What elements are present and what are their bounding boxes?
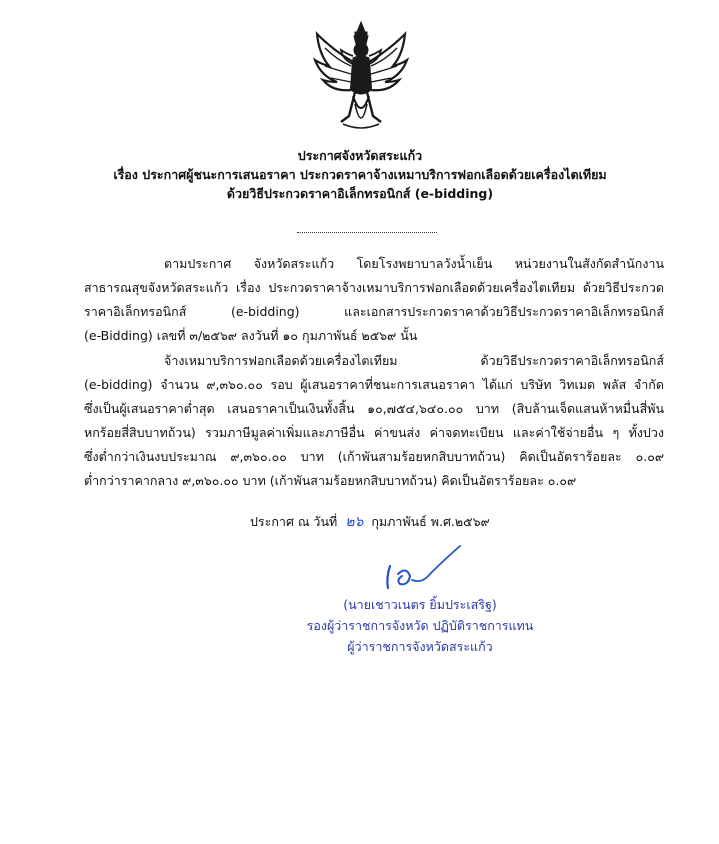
paragraph-1 [84,252,664,348]
paragraph-line: สาธารณสุขจังหวัดสระแก้ว เรื่อง ประกวดราคาจ้างเหมาบริการฟอกเลือดด้วยเครื่องไตเทียม ด้วยวิธีประกวด [84,280,664,295]
paragraph-line: ต่ำกว่าราคากลาง ๙,๓๖๐.๐๐ บาท (เก้าพันสามร้อยหกสิบบาทถ้วน) คิดเป็นอัตราร้อยละ ๐.๐๙ [84,473,577,488]
paragraph-line: (e-bidding) จำนวน ๙,๓๖๐.๐๐ รอบ ผู้เสนอราคาที่ชนะการเสนอราคา ได้แก่ บริษัท วิทเมด พลัส จำกัด [84,377,664,392]
paragraph-line: จ้างเหมาบริการฟอกเลือดด้วยเครื่องไตเทียม ด้วยวิธีประกวดราคาอิเล็กทรอนิกส์ [164,353,664,368]
title-block [60,146,660,203]
paragraph-2 [84,349,664,493]
signatory-position-1: รองผู้ว่าราชการจังหวัด ปฏิบัติราชการแทน [306,618,534,633]
signature-icon [378,544,468,592]
signatory-block [300,594,540,657]
subject-line-2: ด้วยวิธีประกวดราคาอิเล็กทรอนิกส์ (e-bidding) [226,186,494,201]
paragraph-line: ตามประกาศ จังหวัดสระแก้ว โดยโรงพยาบาลวังน้ำเย็น หน่วยงานในสังกัดสำนักงาน [164,256,664,271]
paragraph-line: หกร้อยสี่สิบบาทถ้วน) รวมภาษีมูลค่าเพิ่มและภาษีอื่น ค่าขนส่ง ค่าจดทะเบียน และค่าใช้จ่ายอื่น ๆ ทั้งปวง [84,425,664,440]
garuda-emblem-icon [311,20,411,136]
handwritten-day: ๒๖ [345,514,364,530]
subject-line-1: เรื่อง ประกาศผู้ชนะการเสนอราคา ประกวดราคาจ้างเหมาบริการฟอกเลือดด้วยเครื่องไตเทียม [113,167,607,182]
paragraph-line: ซึ่งต่ำกว่าเงินงบประมาณ ๙,๓๖๐.๐๐ บาท (เก้าพันสามร้อยหกสิบบาทถ้วน) คิดเป็นอัตราร้อยละ ๐.๐๙ [84,449,664,464]
announcement-suffix: กุมภาพันธ์ พ.ศ.๒๕๖๙ [371,514,490,529]
dotted-separator [297,232,437,233]
announcement-prefix: ประกาศ ณ วันที่ [250,514,338,529]
document-title: ประกาศจังหวัดสระแก้ว [297,148,423,163]
paragraph-line: ซึ่งเป็นผู้เสนอราคาต่ำสุด เสนอราคาเป็นเงินทั้งสิ้น ๑๐,๗๕๔,๖๔๐.๐๐ บาท (สิบล้านเจ็ดแสนห้าหมื่นสี่พัน [84,401,664,416]
announcement-date [250,510,490,534]
paragraph-line: ราคาอิเล็กทรอนิกส์ (e-bidding) และเอกสารประกวดราคาด้วยวิธีประกวดราคาอิเล็กทรอนิกส์ [84,304,664,319]
signatory-position-2: ผู้ว่าราชการจังหวัดสระแก้ว [347,639,493,654]
paragraph-line: (e-Bidding) เลขที่ ๓/๒๕๖๙ ลงวันที่ ๑๐ กุมภาพันธ์ ๒๕๖๙ นั้น [84,328,418,343]
signatory-name: (นายเชาวเนตร ยิ้มประเสริฐ) [343,597,497,612]
